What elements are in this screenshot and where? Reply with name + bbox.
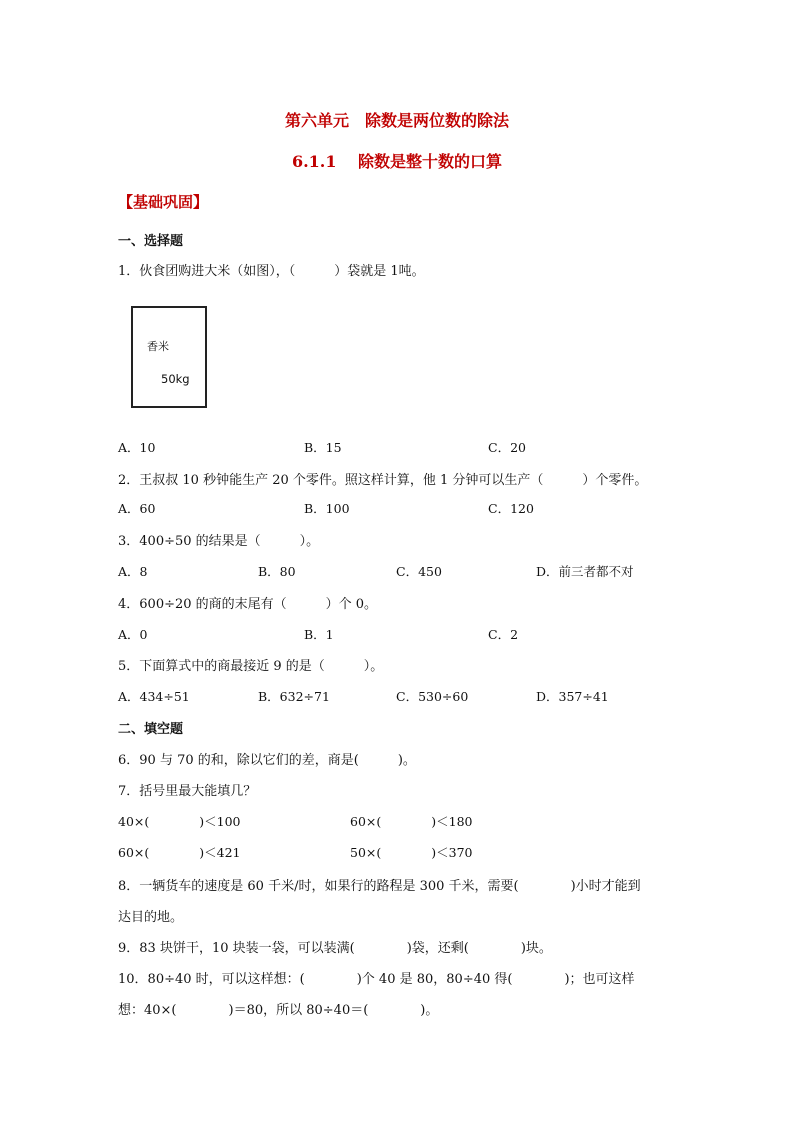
part2-heading: 二、填空题	[118, 722, 184, 737]
question-1-option-a: A．10	[118, 440, 156, 455]
question-7-item-2: 60×( )＜180	[350, 814, 473, 829]
question-8-line-1: 8．一辆货车的速度是 60 千米/时，如果行的路程是 300 千米，需要( )小时才能到	[118, 879, 641, 894]
question-1-option-c: C．20	[488, 440, 526, 455]
question-2-option-c: C．120	[488, 501, 534, 516]
question-2-option-a: A．60	[118, 501, 156, 516]
question-7: 7．括号里最大能填几？	[118, 784, 257, 799]
question-7-item-3: 60×( )＜421	[118, 845, 241, 860]
question-9: 9．83 块饼干，10 块装一袋，可以装满( )袋，还剩( )块。	[118, 941, 552, 956]
question-1-option-b: B．15	[304, 440, 342, 455]
question-7-item-4: 50×( )＜370	[350, 845, 473, 860]
question-3-option-d: D．前三者都不对	[536, 564, 634, 579]
question-5-option-c: C．530÷60	[396, 689, 469, 704]
question-5-option-a: A．434÷51	[118, 689, 190, 704]
question-10-line-2: 想：40×( )＝80，所以 80÷40＝( )。	[118, 1003, 439, 1018]
rice-sack-figure	[131, 306, 207, 408]
question-4-option-a: A．0	[118, 627, 148, 642]
rice-sack-name: 香米	[147, 340, 169, 353]
question-5-option-b: B．632÷71	[258, 689, 330, 704]
question-2-option-b: B．100	[304, 501, 350, 516]
question-7-item-1: 40×( )＜100	[118, 814, 241, 829]
question-4-option-c: C．2	[488, 627, 519, 642]
question-2: 2．王叔叔 10 秒钟能生产 20 个零件。照这样计算，他 1 分钟可以生产（ ）个零件。	[118, 473, 648, 488]
question-3-option-b: B．80	[258, 564, 296, 579]
part1-heading: 一、选择题	[118, 234, 184, 249]
page-subtitle: 6.1.1 除数是整十数的口算	[291, 152, 503, 171]
question-10-line-1: 10．80÷40 时，可以这样想：( )个 40 是 80，80÷40 得( )；也可这样	[118, 972, 635, 987]
question-3: 3．400÷50 的结果是（ ）。	[118, 534, 320, 549]
question-5-option-d: D．357÷41	[536, 689, 609, 704]
question-1: 1．伙食团购进大米（如图），（ ）袋就是 1吨。	[118, 264, 425, 279]
question-8-line-2: 达目的地。	[118, 910, 184, 925]
section-label: 【基础巩固】	[118, 193, 209, 211]
rice-sack-weight: 50kg	[161, 372, 190, 386]
question-4-option-b: B．1	[304, 627, 334, 642]
page-title: 第六单元 除数是两位数的除法	[284, 111, 509, 130]
question-5: 5．下面算式中的商最接近 9 的是（ ）。	[118, 659, 384, 674]
question-3-option-a: A．8	[118, 564, 148, 579]
question-6: 6．90 与 70 的和，除以它们的差，商是( )。	[118, 753, 416, 768]
question-3-option-c: C．450	[396, 564, 442, 579]
question-4: 4．600÷20 的商的末尾有（ ）个 0。	[118, 597, 378, 612]
